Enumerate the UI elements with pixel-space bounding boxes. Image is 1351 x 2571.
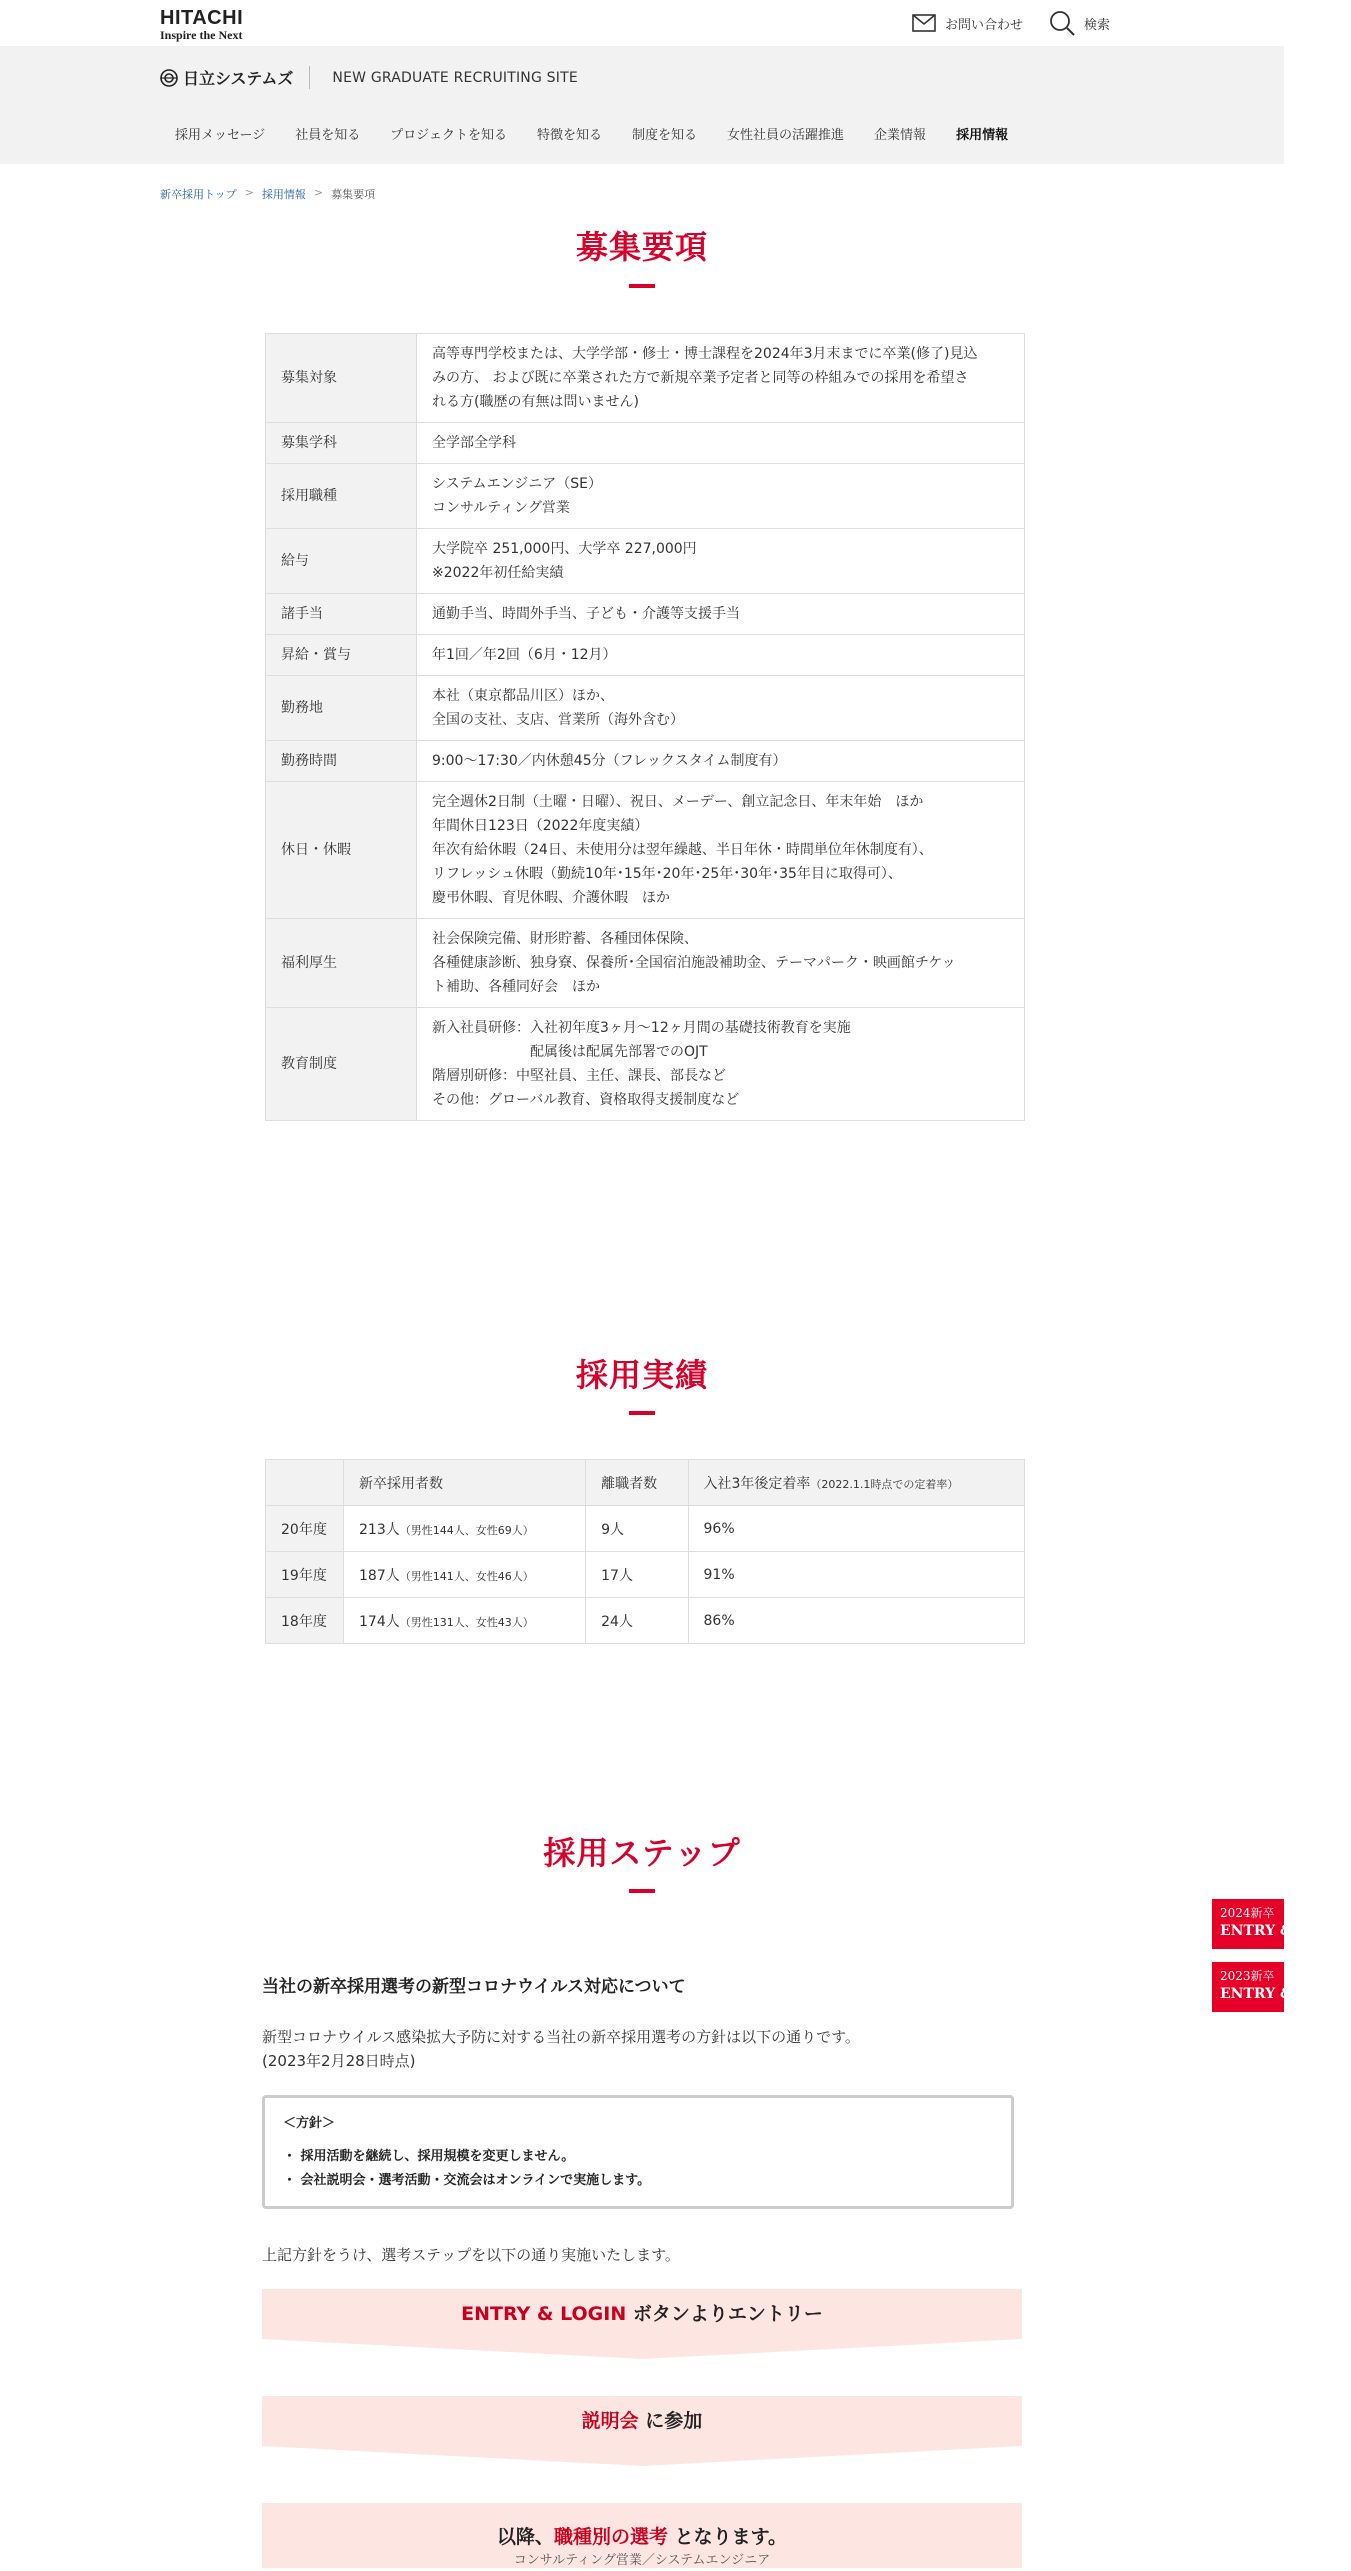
requirement-value xyxy=(417,334,1025,423)
requirement-line: 慶弔休暇、育児休暇、介護休暇 ほか xyxy=(432,890,670,906)
nav-company[interactable]: 企業情報 xyxy=(874,128,927,143)
breadcrumb-current: 募集要項 xyxy=(331,188,376,201)
requirement-line: リフレッシュ休暇（勤続10年･15年･20年･25年･30年･35年目に取得可）、 xyxy=(432,866,902,882)
leavers-cell: 17人 xyxy=(586,1552,688,1598)
retention-cell: 96% xyxy=(688,1506,1025,1552)
hires-breakdown: （男性131人、女性43人） xyxy=(399,1615,534,1629)
requirement-line: 階層別研修：中堅社員、主任、課長、部長など xyxy=(432,1068,726,1084)
steps-intro: 上記方針をうけ、選考ステップを以下の通り実施いたします。 xyxy=(262,2246,680,2264)
requirement-line: 高等専門学校または、大学学部・修士・博士課程を2024年3月末までに卒業(修了)見込 xyxy=(432,346,978,362)
table-row xyxy=(266,1008,1025,1121)
year-cell: 18年度 xyxy=(266,1598,344,1644)
requirements-title-bar xyxy=(629,284,655,288)
step-selection xyxy=(262,2503,1022,2568)
requirement-line: ト補助、各種同好会 ほか xyxy=(432,979,600,995)
site-header xyxy=(0,46,1284,164)
search-link[interactable] xyxy=(1049,10,1110,36)
breadcrumb-separator: > xyxy=(244,186,254,199)
mail-icon xyxy=(912,14,936,32)
nav-employees[interactable]: 社員を知る xyxy=(295,128,361,143)
requirement-line: コンサルティング営業 xyxy=(432,500,570,516)
hitachi-mark-icon xyxy=(160,69,178,87)
entry-2024-label: ENTRY & LOGIN xyxy=(1220,1923,1351,1939)
step-selection-highlight: 職種別の選考 xyxy=(553,2526,668,2548)
requirement-label: 募集学科 xyxy=(266,423,417,464)
table-row xyxy=(266,919,1025,1008)
steps-title-bar xyxy=(629,1889,655,1893)
entry-2023-year: 2023新卒 xyxy=(1220,1969,1275,1983)
requirement-line: 本社（東京都品川区）ほか、 xyxy=(432,688,614,704)
requirement-value xyxy=(417,676,1025,741)
steps-title: 採用ステップ xyxy=(543,1834,741,1872)
brand-tagline: Inspire the Next xyxy=(160,28,243,42)
step-arrow xyxy=(262,2446,1022,2466)
table-row xyxy=(266,741,1025,782)
policy-item: ・ 採用活動を継続し、採用規模を変更しません。 xyxy=(283,2149,575,2164)
step-arrow xyxy=(262,2339,1022,2359)
nav-women[interactable]: 女性社員の活躍推進 xyxy=(727,128,845,143)
requirement-line: 完全週休2日制（土曜・日曜）、祝日、メーデー、創立記念日、年末年始 ほか xyxy=(432,794,924,810)
requirement-value xyxy=(417,529,1025,594)
requirement-line: ※2022年初任給実績 xyxy=(432,565,564,581)
main-nav xyxy=(160,124,1023,143)
step-briefing xyxy=(262,2396,1022,2446)
table-header-row xyxy=(266,1460,1025,1506)
performance-title: 採用実績 xyxy=(575,1356,708,1394)
policy-title: ＜方針＞ xyxy=(283,2116,336,2131)
hires-cell xyxy=(344,1598,586,1644)
year-cell: 20年度 xyxy=(266,1506,344,1552)
year-cell: 19年度 xyxy=(266,1552,344,1598)
requirement-label: 昇給・賞与 xyxy=(266,635,417,676)
nav-message[interactable]: 採用メッセージ xyxy=(175,128,266,143)
retention-cell: 86% xyxy=(688,1598,1025,1644)
contact-label: お問い合わせ xyxy=(944,17,1023,33)
step-selection-prefix: 以降、 xyxy=(496,2526,554,2548)
requirements-table xyxy=(265,333,1025,1121)
requirement-label: 勤務地 xyxy=(266,676,417,741)
requirement-line: 各種健康診断、独身寮、保養所･全国宿泊施設補助金、テーマパーク・映画館チケッ xyxy=(432,955,956,971)
table-row xyxy=(266,529,1025,594)
step-selection-sub: コンサルティング営業／システムエンジニア xyxy=(513,2553,771,2568)
entry-2024-button[interactable] xyxy=(1212,1899,1351,1949)
nav-features[interactable]: 特徴を知る xyxy=(537,128,603,143)
step-entry-text: ボタンよりエントリー xyxy=(626,2303,823,2325)
table-row xyxy=(266,423,1025,464)
policy-item: ・ 会社説明会・選考活動・交流会はオンラインで実施します。 xyxy=(283,2173,651,2188)
covid-title: 当社の新卒採用選考の新型コロナウイルス対応について xyxy=(262,1977,686,1997)
step-briefing-text: に参加 xyxy=(638,2410,703,2432)
nav-systems[interactable]: 制度を知る xyxy=(632,128,698,143)
nav-projects[interactable]: プロジェクトを知る xyxy=(390,128,507,143)
table-row xyxy=(266,594,1025,635)
leavers-cell: 9人 xyxy=(586,1506,688,1552)
table-row xyxy=(266,782,1025,919)
breadcrumb xyxy=(160,186,375,202)
requirement-value xyxy=(417,919,1025,1008)
company-name: 日立システムズ xyxy=(183,69,294,88)
requirement-line: システムエンジニア（SE） xyxy=(432,476,602,492)
hires-cell xyxy=(344,1552,586,1598)
step-briefing-highlight: 説明会 xyxy=(581,2410,639,2432)
requirement-label: 募集対象 xyxy=(266,334,417,423)
header-hires: 新卒採用者数 xyxy=(344,1460,586,1506)
leavers-cell: 24人 xyxy=(586,1598,688,1644)
requirement-line: 年次有給休暇（24日、未使用分は翌年繰越、半日年休・時間単位年休制度有）、 xyxy=(432,842,933,858)
contact-link[interactable] xyxy=(912,10,1023,36)
table-row xyxy=(266,676,1025,741)
header-leavers: 離職者数 xyxy=(586,1460,688,1506)
requirement-label: 諸手当 xyxy=(266,594,417,635)
requirement-line: 社会保険完備、財形貯蓄、各種団体保険、 xyxy=(432,931,698,947)
search-icon xyxy=(1049,10,1075,36)
requirement-line: 通勤手当、時間外手当、子ども・介護等支援手当 xyxy=(432,606,740,622)
requirements-title: 募集要項 xyxy=(575,228,708,266)
breadcrumb-separator: > xyxy=(313,186,324,199)
requirement-line: 大学院卒 251,000円、大学卒 227,000円 xyxy=(432,541,697,557)
hitachi-logo[interactable] xyxy=(160,8,243,42)
requirement-line: 配属後は配属先部署でのOJT xyxy=(432,1044,708,1060)
table-row xyxy=(266,464,1025,529)
policy-box xyxy=(262,2095,1014,2209)
requirement-label: 休日・休暇 xyxy=(266,782,417,919)
requirement-line: みの方、 および既に卒業された方で新規卒業予定者と同等の枠組みでの採用を希望さ xyxy=(432,370,969,386)
header-retention-label: 入社3年後定着率 xyxy=(703,1475,811,1492)
nav-recruit-info[interactable]: 採用情報 xyxy=(956,128,1009,143)
top-bar xyxy=(0,0,1284,46)
hires-value: 213人 xyxy=(359,1521,400,1538)
requirement-line: れる方(職歴の有無は問いません) xyxy=(432,394,639,410)
breadcrumb-top[interactable]: 新卒採用トップ xyxy=(160,188,237,201)
requirement-line: 全国の支社、支店、営業所（海外含む） xyxy=(432,712,684,728)
requirement-value xyxy=(417,782,1025,919)
search-label: 検索 xyxy=(1083,17,1110,33)
step-selection-text: となります。 xyxy=(667,2526,788,2548)
performance-table xyxy=(265,1459,1025,1644)
requirement-line: 全学部全学科 xyxy=(432,435,516,451)
requirement-line: 新入社員研修：入社初年度3ヶ月～12ヶ月間の基礎技術教育を実施 xyxy=(432,1020,851,1036)
requirement-label: 勤務時間 xyxy=(266,741,417,782)
table-row xyxy=(266,635,1025,676)
requirement-label: 福利厚生 xyxy=(266,919,417,1008)
site-name: NEW GRADUATE RECRUITING SITE xyxy=(332,69,578,86)
table-row xyxy=(266,1598,1025,1644)
covid-date: (2023年2月28日時点) xyxy=(262,2052,416,2070)
requirement-label: 採用職種 xyxy=(266,464,417,529)
entry-2023-button[interactable] xyxy=(1212,1962,1351,2012)
requirement-line: その他：グローバル教育、資格取得支援制度など xyxy=(432,1092,740,1108)
covid-description xyxy=(262,2025,860,2073)
requirement-value xyxy=(417,1008,1025,1121)
requirement-value xyxy=(417,464,1025,529)
requirement-line: 9:00～17:30／内休憩45分（フレックスタイム制度有） xyxy=(432,753,787,769)
requirement-value xyxy=(417,741,1025,782)
company-logo[interactable] xyxy=(160,66,310,89)
brand-name: HITACHI xyxy=(160,7,244,29)
breadcrumb-recruit-info[interactable]: 採用情報 xyxy=(261,188,306,201)
header-retention xyxy=(688,1460,1025,1506)
header-retention-note: （2022.1.1時点での定着率） xyxy=(810,1477,959,1491)
header-year xyxy=(266,1460,344,1506)
hires-cell xyxy=(344,1506,586,1552)
entry-2024-year: 2024新卒 xyxy=(1220,1906,1275,1920)
requirement-value xyxy=(417,423,1025,464)
requirement-line: 年1回／年2回（6月・12月） xyxy=(432,647,617,663)
performance-title-bar xyxy=(629,1411,655,1415)
requirement-line: 年間休日123日（2022年度実績） xyxy=(432,818,649,834)
requirement-value xyxy=(417,635,1025,676)
step-entry-highlight: ENTRY & LOGIN xyxy=(461,2303,627,2325)
retention-cell: 91% xyxy=(688,1552,1025,1598)
requirement-label: 給与 xyxy=(266,529,417,594)
requirement-value xyxy=(417,594,1025,635)
hires-breakdown: （男性144人、女性69人） xyxy=(399,1523,534,1537)
covid-description-line: 新型コロナウイルス感染拡大予防に対する当社の新卒採用選考の方針は以下の通りです。 xyxy=(262,2028,860,2046)
table-row xyxy=(266,1506,1025,1552)
entry-2023-label: ENTRY & LOGIN xyxy=(1220,1986,1351,2002)
table-row xyxy=(266,1552,1025,1598)
table-row xyxy=(266,334,1025,423)
requirement-label: 教育制度 xyxy=(266,1008,417,1121)
hires-value: 187人 xyxy=(359,1567,400,1584)
step-entry xyxy=(262,2289,1022,2339)
hires-value: 174人 xyxy=(359,1613,400,1630)
hires-breakdown: （男性141人、女性46人） xyxy=(399,1569,534,1583)
